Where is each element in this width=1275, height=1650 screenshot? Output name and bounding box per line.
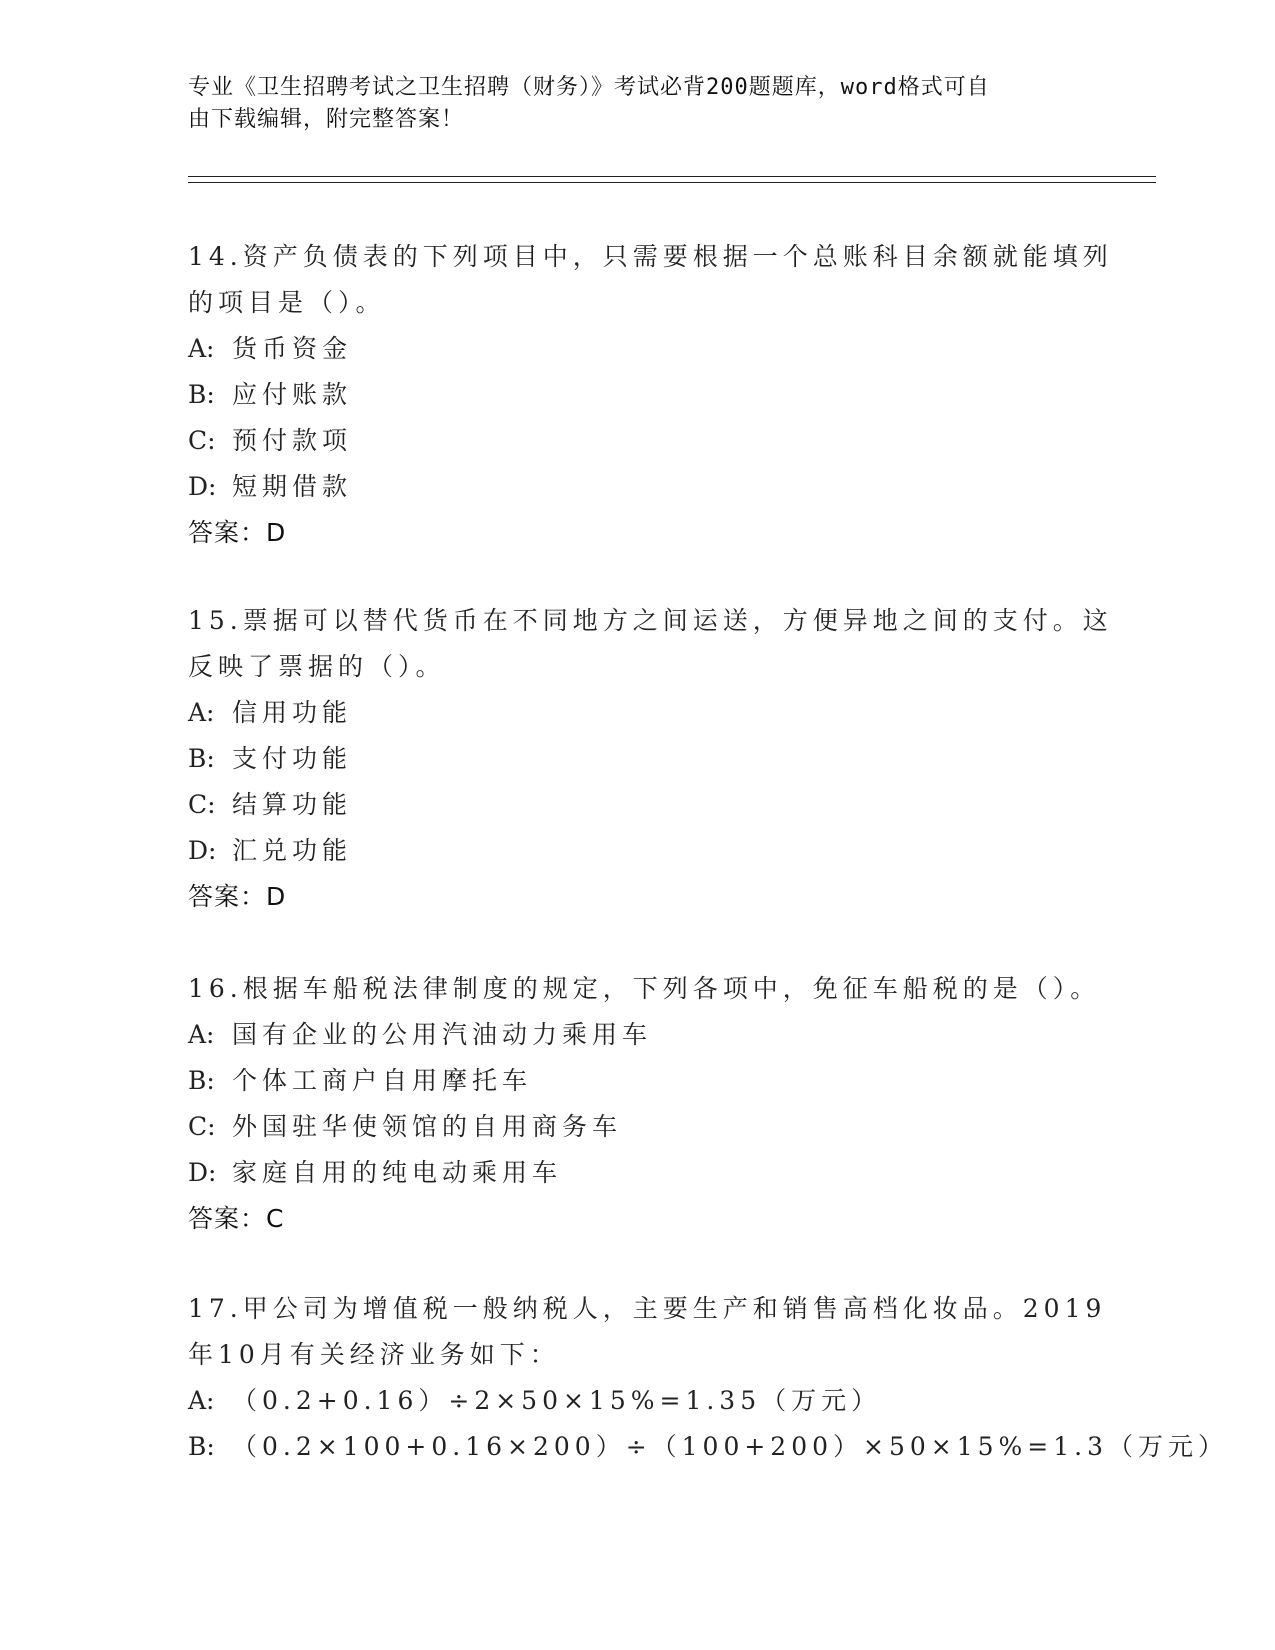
question-16 (188, 966, 1101, 1242)
header-line-2: 由下载编辑，附完整答案！ (188, 107, 465, 132)
option-text: 家庭自用的纯电动乘用车 (232, 1158, 563, 1187)
option-letter: A: (188, 698, 215, 727)
option-d (188, 464, 1088, 510)
option-text: 国有企业的公用汽油动力乘用车 (232, 1020, 653, 1049)
option-letter: B: (188, 380, 215, 409)
option-letter: D: (188, 1158, 217, 1187)
question-stem-line: 14.资产负债表的下列项目中，只需要根据一个总账科目余额就能填列 (188, 242, 1113, 271)
option-c (188, 418, 1088, 464)
header-rule-top (188, 176, 1156, 177)
option-a (188, 326, 1088, 372)
option-text: 个体工商户自用摩托车 (232, 1066, 533, 1095)
option-b (188, 372, 1088, 418)
option-letter: B: (188, 1432, 215, 1461)
option-a (188, 1012, 1088, 1058)
option-letter: C: (188, 426, 216, 455)
option-letter: D: (188, 472, 217, 501)
option-letter: C: (188, 1112, 216, 1141)
option-text: 应付账款 (232, 380, 353, 409)
option-text: 短期借款 (232, 472, 353, 501)
option-text: 预付款项 (232, 426, 353, 455)
option-text: 信用功能 (232, 698, 353, 727)
answer: 答案：D (188, 882, 287, 911)
option-letter: A: (188, 1020, 215, 1049)
option-letter: A: (188, 334, 215, 363)
option-text: 汇兑功能 (232, 836, 353, 865)
option-d (188, 828, 1088, 874)
question-stem-line: 反映了票据的（）。 (188, 652, 446, 681)
question-stem-line: 15.票据可以替代货币在不同地方之间运送，方便异地之间的支付。这 (188, 606, 1113, 635)
option-letter: D: (188, 836, 217, 865)
question-stem-line: 16.根据车船税法律制度的规定，下列各项中，免征车船税的是（）。 (188, 974, 1101, 1003)
option-b (188, 1058, 1088, 1104)
question-stem-line: 17.甲公司为增值税一般纳税人，主要生产和销售高档化妆品。2019 (188, 1294, 1107, 1323)
question-14 (188, 234, 1113, 556)
option-letter: A: (188, 1386, 215, 1415)
header-line-1: 专业《卫生招聘考试之卫生招聘（财务）》考试必背200题题库，word格式可自 (188, 75, 990, 100)
question-15 (188, 598, 1113, 920)
option-b (188, 1424, 1229, 1470)
option-c (188, 782, 1088, 828)
option-d (188, 1150, 1088, 1196)
option-text: 结算功能 (232, 790, 353, 819)
answer: 答案：D (188, 518, 287, 547)
option-text: 货币资金 (232, 334, 353, 363)
option-letter: C: (188, 790, 216, 819)
question-stem-line: 年10月有关经济业务如下： (188, 1340, 560, 1369)
option-a (188, 1378, 1088, 1424)
option-text: 支付功能 (232, 744, 353, 773)
option-letter: B: (188, 744, 215, 773)
option-b (188, 736, 1088, 782)
option-letter: B: (188, 1066, 215, 1095)
option-text: （0.2×100+0.16×200）÷（100+200）×50×15%=1.3（万元） (232, 1432, 1229, 1461)
question-stem-line: 的项目是（）。 (188, 288, 386, 317)
answer: 答案：C (188, 1204, 285, 1233)
document-header (188, 72, 1088, 136)
header-rule-bottom (188, 182, 1156, 183)
option-c (188, 1104, 1088, 1150)
option-text: 外国驻华使领馆的自用商务车 (232, 1112, 623, 1141)
option-text: （0.2+0.16）÷2×50×15%=1.35（万元） (232, 1386, 882, 1415)
question-17 (188, 1286, 1229, 1470)
option-a (188, 690, 1088, 736)
